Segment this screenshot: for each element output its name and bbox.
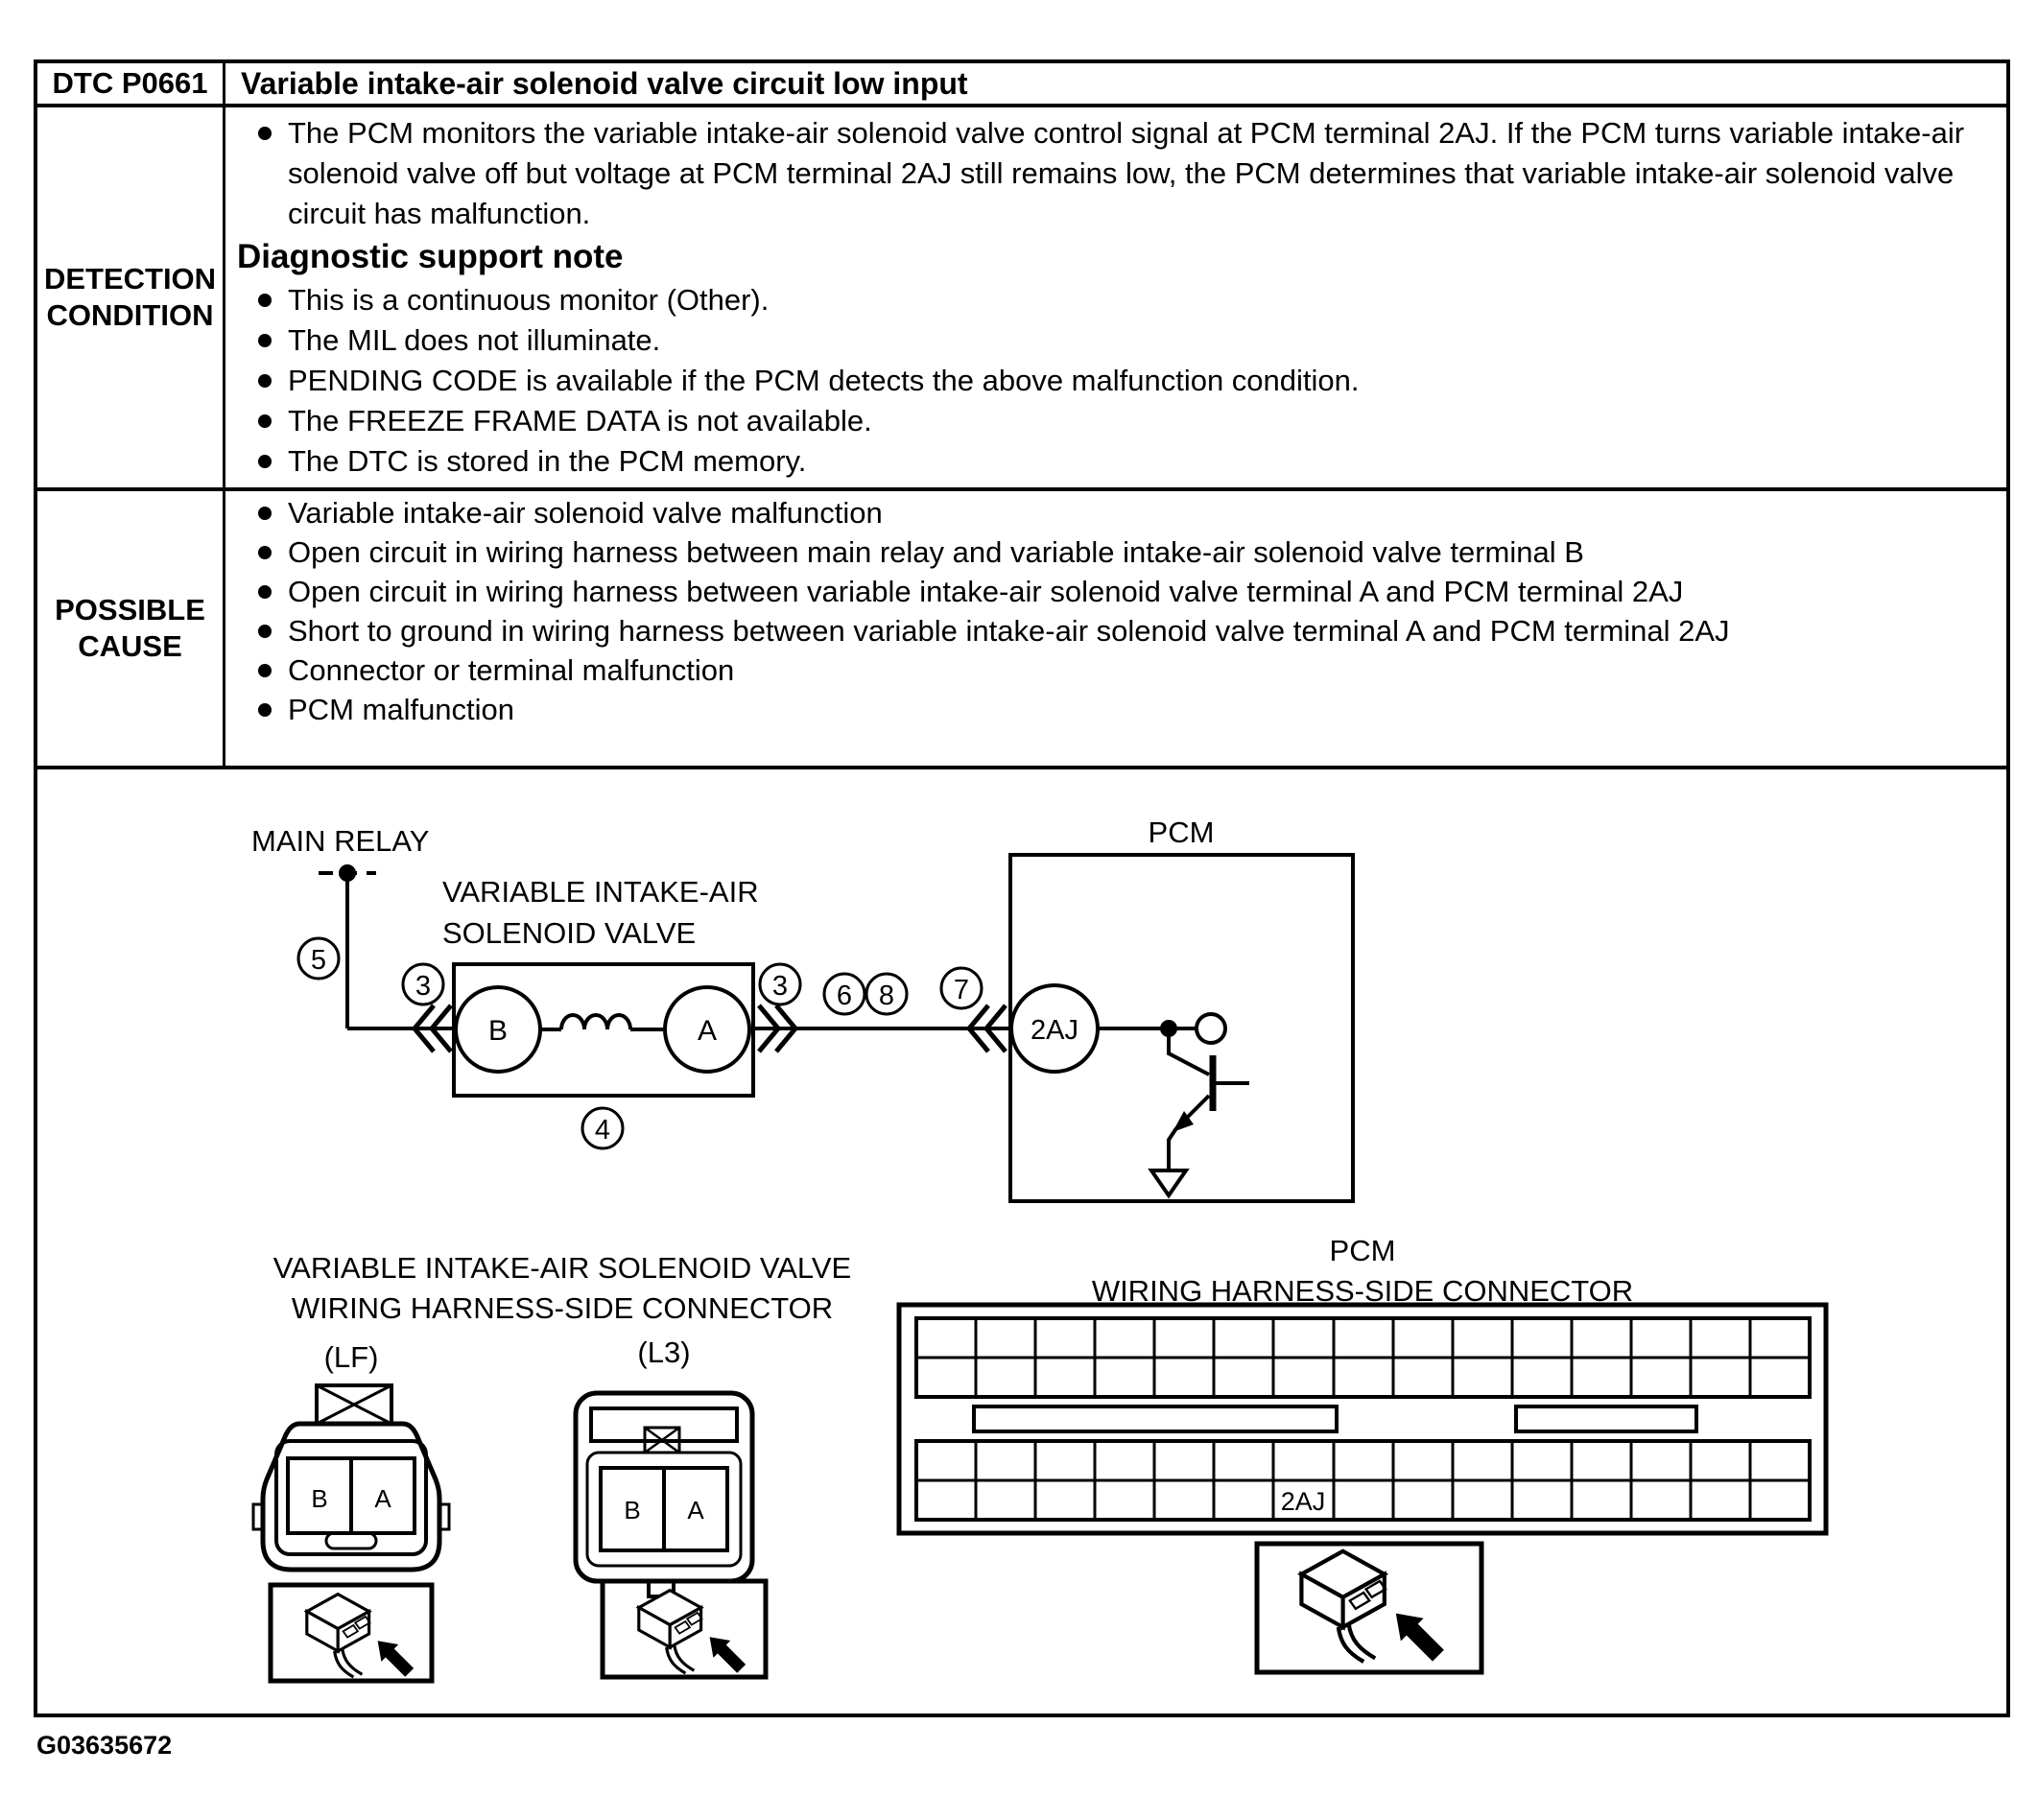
lf-connector	[253, 1385, 449, 1570]
dtc-title: Variable intake-air solenoid valve circuit low input	[241, 65, 968, 101]
bullet-dot-icon	[258, 664, 272, 677]
bullet-dot-icon	[258, 414, 272, 428]
detection-note-bullet	[233, 441, 1981, 482]
callout-8: 8	[878, 981, 895, 1011]
pcm-label: PCM	[1148, 815, 1215, 849]
callout-6: 6	[836, 981, 853, 1011]
cause-bullet	[233, 650, 1981, 690]
possible-cause-label	[37, 491, 225, 766]
callout-3: 3	[415, 971, 432, 1002]
detection-condition-content	[225, 107, 2006, 487]
solenoid-label-line2: SOLENOID VALVE	[442, 916, 697, 950]
cause-text: Short to ground in wiring harness between variable intake-air solenoid valve terminal A and PCM terminal 2AJ	[288, 614, 1730, 648]
cause-text: Open circuit in wiring harness between variable intake-air solenoid valve terminal A and PCM terminal 2AJ	[288, 575, 1684, 608]
left-connector-title-line2: WIRING HARNESS-SIDE CONNECTOR	[291, 1291, 834, 1325]
detection-label-line2: CONDITION	[46, 298, 214, 332]
possible-cause-row	[37, 491, 2006, 769]
detection-note-text: The DTC is stored in the PCM memory.	[288, 444, 807, 478]
detection-condition-row	[37, 107, 2006, 491]
bullet-dot-icon	[258, 455, 272, 468]
lf-label: (LF)	[323, 1340, 379, 1374]
cause-text: PCM malfunction	[288, 693, 515, 726]
dtc-table	[34, 59, 2010, 1717]
connector-view-boxes	[271, 1544, 1481, 1681]
left-connector-title-line1: VARIABLE INTAKE-AIR SOLENOID VALVE	[273, 1251, 852, 1285]
l3-label: (L3)	[637, 1335, 691, 1369]
possible-cause-content	[225, 491, 2006, 766]
cause-text: Connector or terminal malfunction	[288, 653, 735, 687]
detection-note-text: The FREEZE FRAME DATA is not available.	[288, 404, 872, 437]
cause-label-line2: CAUSE	[78, 629, 182, 663]
bullet-dot-icon	[258, 585, 272, 599]
bullet-dot-icon	[258, 507, 272, 520]
bullet-dot-icon	[258, 625, 272, 638]
connector-drawings	[253, 1305, 1826, 1681]
pcm-terminal-label: 2AJ	[1031, 1015, 1078, 1046]
detection-intro-bullet	[233, 113, 1981, 234]
cause-bullet	[233, 611, 1981, 650]
pcm-grid-terminal-2aj: 2AJ	[1280, 1487, 1326, 1516]
diagram-labels	[251, 815, 1633, 1525]
detection-note-bullet	[233, 361, 1981, 401]
diagnostic-support-note-heading: Diagnostic support note	[237, 238, 624, 275]
l3-terminal-b: B	[624, 1496, 641, 1525]
pcm-connector-title-line2: WIRING HARNESS-SIDE CONNECTOR	[1091, 1274, 1634, 1308]
main-relay-junction	[319, 864, 454, 1028]
bullet-dot-icon	[258, 127, 272, 140]
cause-bullet	[233, 493, 1981, 532]
bullet-dot-icon	[258, 374, 272, 388]
detection-note-text: PENDING CODE is available if the PCM detects the above malfunction condition.	[288, 364, 1360, 397]
lf-terminal-b: B	[311, 1484, 328, 1513]
cause-label-line1: POSSIBLE	[55, 593, 205, 626]
cause-bullet	[233, 532, 1981, 572]
callout-7: 7	[953, 975, 970, 1005]
detection-intro-text: The PCM monitors the variable intake-air solenoid valve control signal at PCM terminal 2AJ. If the PCM turns variable intake-air solenoid valve off but voltage at PCM terminal 2AJ still remains low, the PCM determines that variable intake-air solenoid valve circuit has malfunction.	[288, 116, 1965, 230]
l3-connector	[576, 1393, 752, 1596]
detection-note-bullet	[233, 320, 1981, 361]
bullet-dot-icon	[258, 546, 272, 559]
solenoid-label-line1: VARIABLE INTAKE-AIR	[442, 875, 759, 909]
terminal-a-label: A	[697, 1015, 718, 1047]
bullet-dot-icon	[258, 703, 272, 717]
callout-4: 4	[594, 1115, 611, 1146]
callout-5: 5	[310, 945, 327, 976]
main-relay-label: MAIN RELAY	[251, 824, 430, 858]
detection-note-bullet	[233, 280, 1981, 320]
bullet-dot-icon	[258, 294, 272, 307]
pcm-harness-connector	[899, 1305, 1826, 1533]
cause-text: Open circuit in wiring harness between main relay and variable intake-air solenoid valve terminal B	[288, 535, 1584, 569]
detection-note-text: This is a continuous monitor (Other).	[288, 283, 770, 317]
cause-text: Variable intake-air solenoid valve malfunction	[288, 496, 883, 530]
detection-label-line1: DETECTION	[43, 262, 217, 295]
detection-condition-label	[37, 107, 225, 487]
callout-3: 3	[771, 971, 789, 1002]
dtc-code: DTC P0661	[37, 63, 225, 104]
detection-note-text: The MIL does not illuminate.	[288, 323, 661, 357]
cause-bullet	[233, 572, 1981, 611]
wiring-diagram	[37, 769, 2006, 1714]
coil-icon	[561, 1015, 630, 1029]
cause-bullet	[233, 690, 1981, 729]
ground-icon	[1151, 1170, 1186, 1195]
dtc-header-row	[37, 63, 2006, 107]
bullet-dot-icon	[258, 334, 272, 347]
lf-terminal-a: A	[374, 1484, 391, 1513]
detection-note-bullet	[233, 401, 1981, 441]
callout-circles	[298, 938, 982, 1148]
figure-id: G03635672	[36, 1731, 173, 1760]
l3-terminal-a: A	[687, 1496, 704, 1525]
wiring-diagram-row	[37, 769, 2006, 1714]
terminal-b-label: B	[487, 1015, 509, 1047]
pcm-connector-title-line1: PCM	[1329, 1234, 1396, 1267]
transistor-icon	[1151, 1037, 1249, 1195]
